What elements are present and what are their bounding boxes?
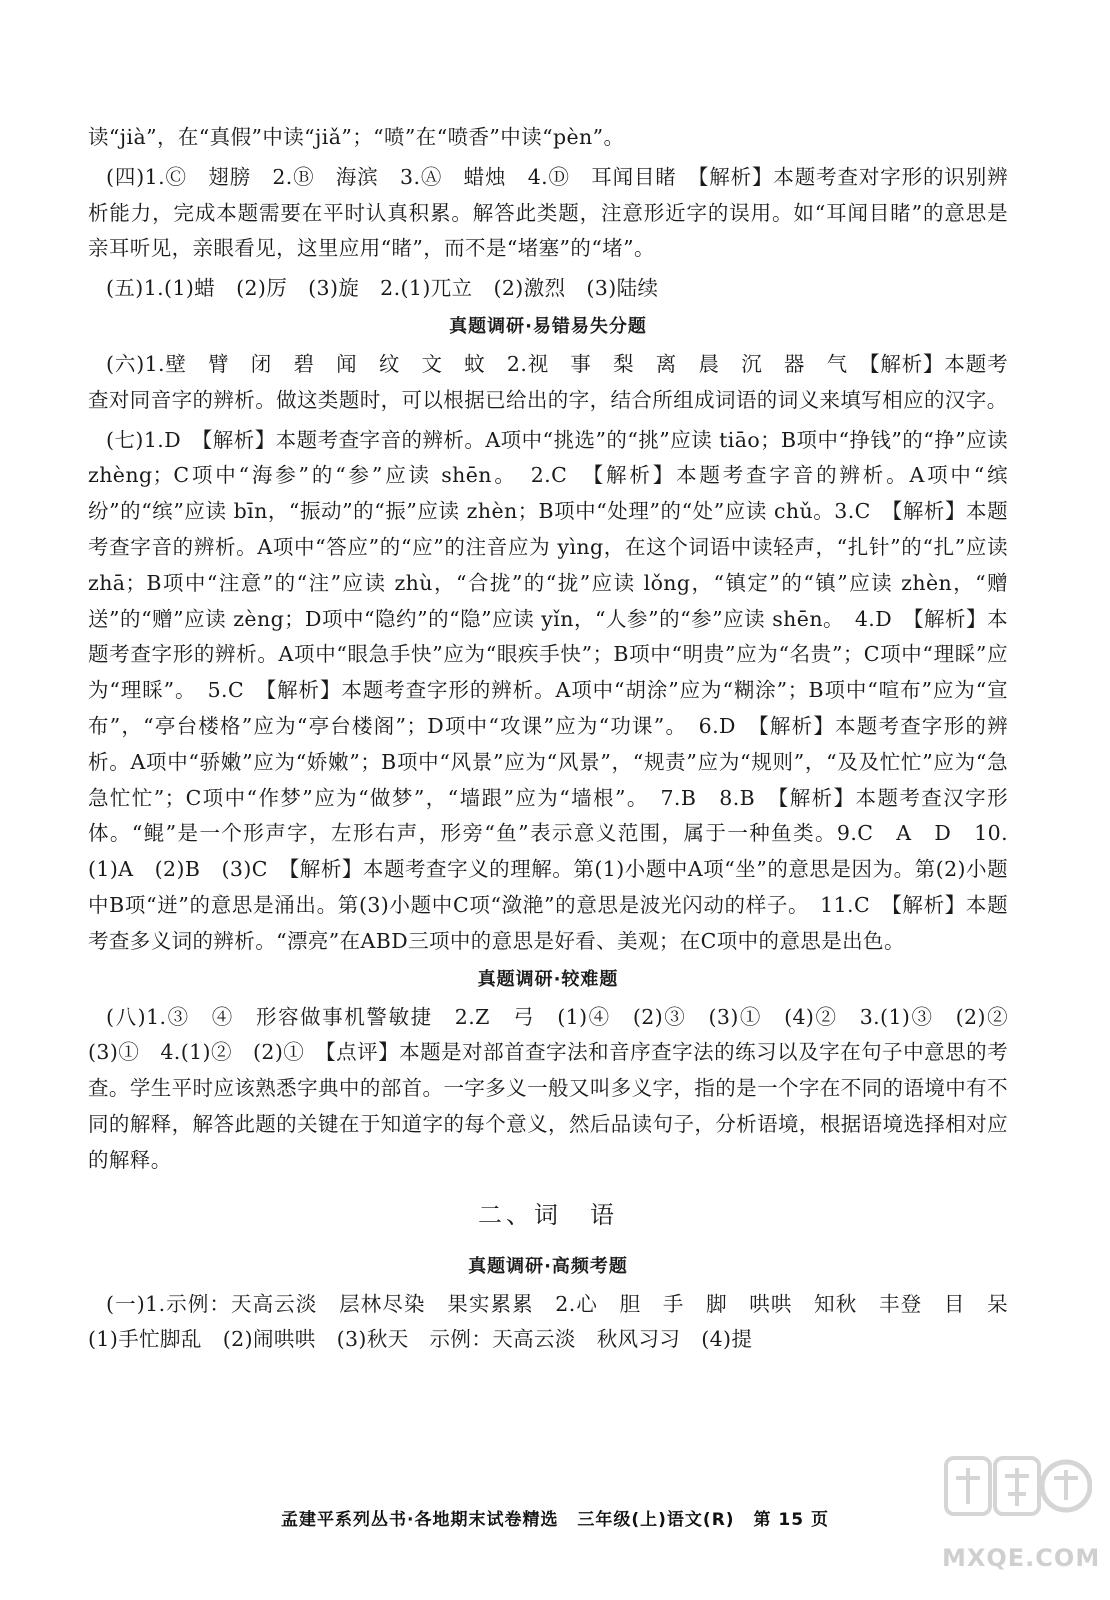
- paragraph-continuation: 读“jià”，在“真假”中读“jiǎ”；“喷”在“喷香”中读“pèn”。: [88, 125, 625, 149]
- page-content: [88, 120, 1029, 1358]
- chapter-heading-words: 二、词 语: [478, 1200, 618, 1229]
- watermark-site: MXQE.COM: [942, 1544, 1101, 1572]
- footer-grade-subject: 三年级(上)语文(R): [577, 1510, 735, 1530]
- paragraph-question-4: (四)1.Ⓒ 翅膀 2.Ⓑ 海滨 3.Ⓐ 蜡烛 4.Ⓓ 耳闻目睹 【解析】本题考查对字形的识别辨析能力，完成本题需要在平时认真积累。解答此类题，注意形近字的误用。如“耳闻目睹”的意思是亲耳听见，亲眼看见，这里应用“睹”，而不是“堵塞”的“堵”。: [88, 164, 1008, 261]
- section-heading-error-prone: 真题调研·易错易失分题: [449, 315, 647, 337]
- paragraph-question-8: (八)1.③ ④ 形容做事机警敏捷 2.Z 弓 (1)④ (2)③ (3)① (4)② 3.(1)③ (2)② (3)① 4.(1)② (2)① 【点评】本题是对部首查字法和音序查字法的练习以及字在句子中意思的考查。学生平时应该熟悉字典中的部首。一字多义一般又叫多义字，指的是一个字在不同的语境中有不同的解释，解答此题的关键在于知道字的每个意义，然后品读句子，分析语境，根据语境选择相对应的解释。: [88, 1004, 1029, 1172]
- footer-page-number: 第 15 页: [753, 1510, 829, 1530]
- section-heading-high-frequency: 真题调研·高频考题: [468, 1255, 628, 1277]
- watermark-logo: [942, 1448, 1092, 1538]
- paragraph-words-question-1: (一)1.示例：天高云淡 层林尽染 果实累累 2.心 胆 手 脚 哄哄 知秋 丰登 目 呆 (1)手忙脚乱 (2)闹哄哄 (3)秋天 示例：天高云淡 秋风习习 (4)提: [88, 1291, 1029, 1352]
- paragraph-question-7: (七)1.D 【解析】本题考查字音的辨析。A项中“挑选”的“挑”应读 tiāo；B项中“挣钱”的“挣”应读 zhèng；C项中“海参”的“参”应读 shēn。 2.C 【解析】本题考查字音的辨析。A项中“缤纷”的“缤”应读 bīn，“振动”的“振”应读 zhèn；B项中“处理”的“处”应读 chǔ。3.C 【解析】本题考查字音的辨析。A项中“答应”的“应”的注音应为 yìng，在这个词语中读轻声，“扎针”的“扎”应读 zhā；B项中“注意”的“注”应读 zhù，“合拢”的“拢”应读 lǒng，“镇定”的“镇”应读 zhèn，“赠送”的“赠”应读 zèng；D项中“隐约”的“隐”应读 yǐn，“人参”的“参”应读 shēn。 4.D 【解析】本题考查字形的辨析。A项中“眼急手快”应为“眼疾手快”；B项中“明贵”应为“名贵”；C项中“理睬”应为“理睬”。 5.C 【解析】本题考查字形的辨析。A项中“胡涂”应为“糊涂”；B项中“喧布”应为“宣布”，“亭台楼格”应为“亭台楼阁”；D项中“攻课”应为“功课”。 6.D 【解析】本题考查字形的辨析。A项中“骄嫩”应为“娇嫩”；B项中“风景”应为“风景”，“规责”应为“规则”，“及及忙忙”应为“急急忙忙”；C项中“作梦”应为“做梦”，“墙跟”应为“墙根”。 7.B 8.B 【解析】本题考查汉字形体。“鲲”是一个形声字，左形右声，形旁“鱼”表示意义范围，属于一种鱼类。9.C A D 10.(1)A (2)B (3)C 【解析】本题考查字义的理解。第(1)小题中A项“坐”的意思是因为。第(2)小题中B项“迸”的意思是涌出。第(3)小题中C项“潋滟”的意思是波光闪动的样子。 11.C 【解析】本题考查多义词的辨析。“漂亮”在ABD三项中的意思是好看、美观；在C项中的意思是出色。: [88, 427, 1008, 953]
- paragraph-question-6: (六)1.壁 臂 闭 碧 闻 纹 文 蚊 2.视 事 梨 离 晨 沉 器 气 【解析】本题考查对同音字的辨析。做这类题时，可以根据已给出的字，结合所组成词语的词义来填写相应的汉字。: [88, 351, 1008, 412]
- footer-series: 孟建平系列丛书·各地期末试卷精选: [281, 1510, 559, 1530]
- paragraph-question-5: (五)1.(1)蜡 (2)厉 (3)旋 2.(1)兀立 (2)激烈 (3)陆续: [106, 276, 659, 301]
- watermark: [942, 1448, 1101, 1588]
- section-heading-difficult: 真题调研·较难题: [477, 968, 619, 990]
